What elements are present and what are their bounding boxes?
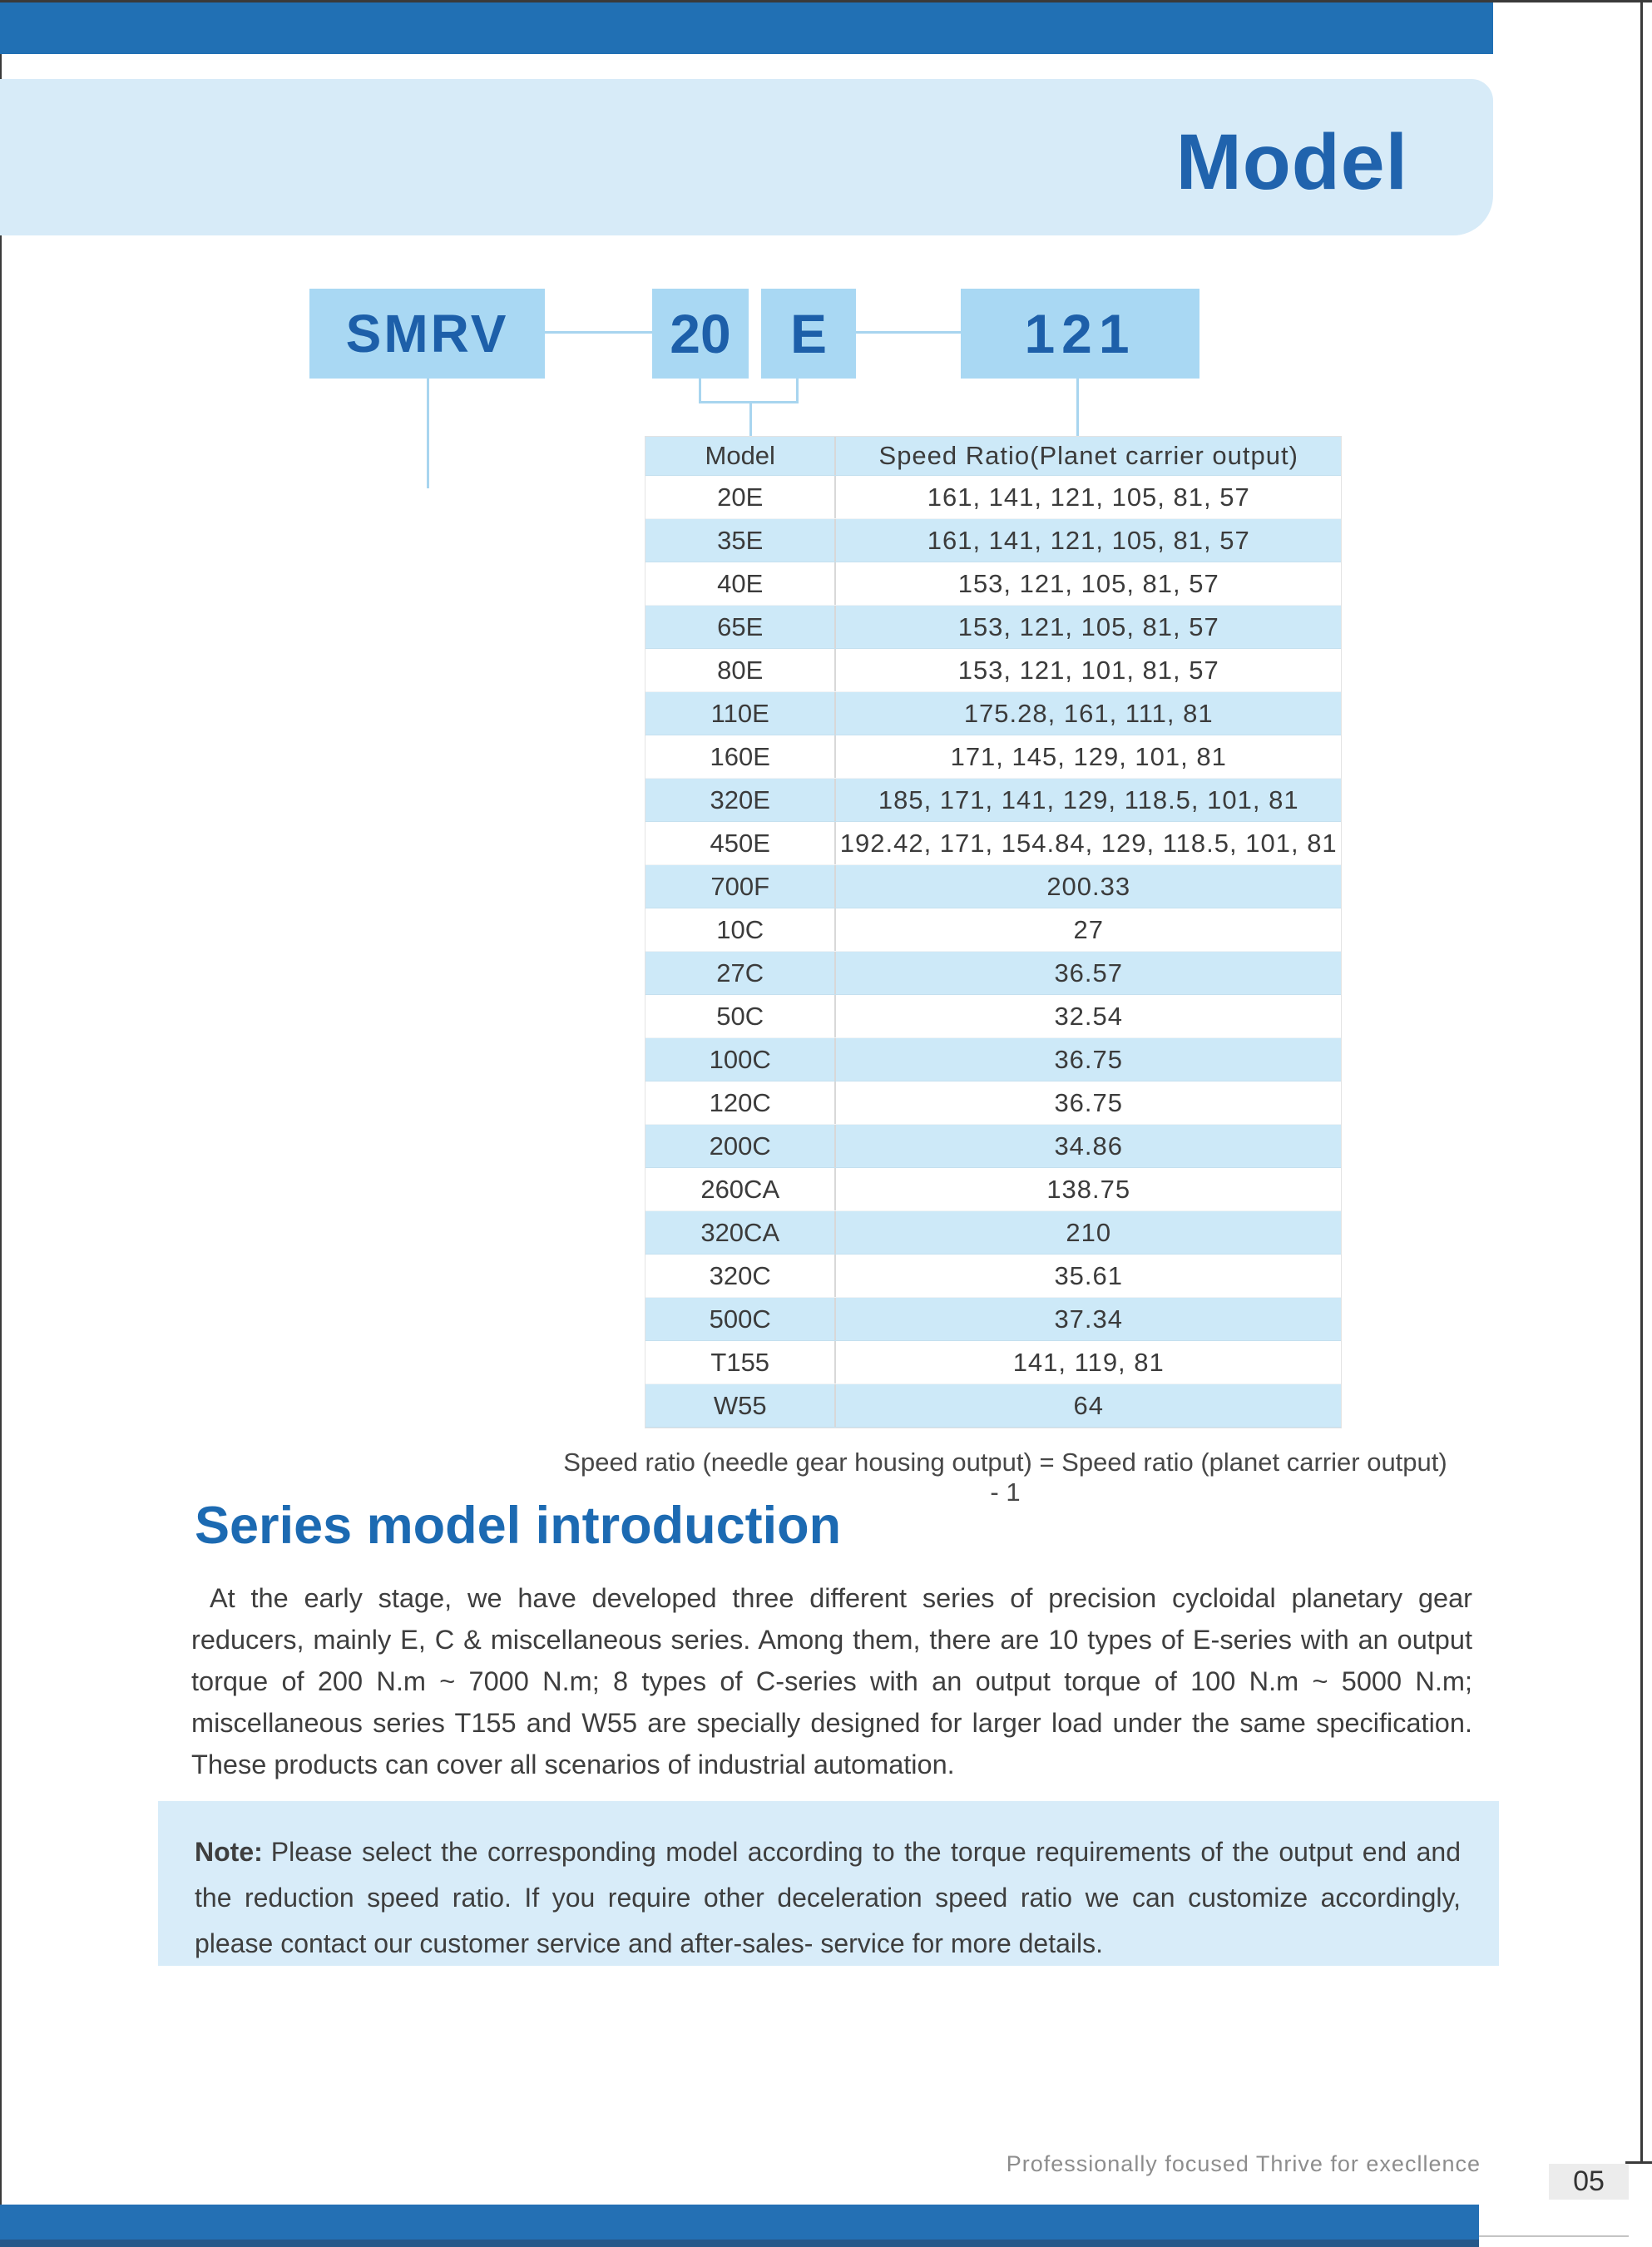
header-ratio-cell: Speed Ratio(Planet carrier output) [834,437,1341,475]
size-code-box: 20 [652,289,749,379]
table-row [645,1125,1341,1168]
table-row [645,822,1341,865]
ratio-cell: 138.75 [834,1168,1341,1210]
ratio-table-body [645,476,1341,1428]
model-cell: 320E [710,784,770,814]
table-row [645,1341,1341,1384]
note-box [158,1801,1499,1966]
speed-ratio-table [645,436,1342,1428]
ratio-cell: 175.28, 161, 111, 81 [834,692,1341,735]
table-row [645,779,1341,822]
model-cell: 200C [709,1131,771,1161]
ratio-cell: 192.42, 171, 154.84, 129, 118.5, 101, 81 [834,822,1341,864]
table-row [645,1384,1341,1428]
model-cell: T155 [710,1347,770,1377]
page-edge-right-jog [1625,2161,1652,2164]
table-row [645,995,1341,1038]
model-cell: 80E [717,655,764,685]
page-edge-left [0,50,2,2246]
model-cell: 20E [717,482,764,512]
ratio-cell: 200.33 [834,865,1341,908]
ratio-cell: 210 [834,1211,1341,1254]
ratio-cell: 171, 145, 129, 101, 81 [834,735,1341,778]
model-cell: 500C [709,1304,771,1334]
ratio-cell: 161, 141, 121, 105, 81, 57 [834,476,1341,518]
ratio-cell: 36.57 [834,952,1341,994]
ratio-cell: 34.86 [834,1125,1341,1167]
model-cell: 160E [710,741,770,771]
series-code-box: SMRV [309,289,545,379]
ratio-cell: 36.75 [834,1038,1341,1081]
connector-line [796,379,799,403]
model-cell: 40E [717,568,764,598]
ratio-cell: 27 [834,908,1341,951]
table-row [645,519,1341,562]
page-edge-right [1640,2,1643,2163]
model-cell: 320CA [700,1217,780,1247]
table-row [645,1168,1341,1211]
table-row [645,1038,1341,1081]
model-cell: 120C [709,1087,771,1117]
table-row [645,908,1341,952]
table-row [645,649,1341,692]
ratio-cell: 153, 121, 105, 81, 57 [834,562,1341,605]
table-row [645,735,1341,779]
table-row [645,952,1341,995]
table-row [645,865,1341,908]
ratio-cell: 36.75 [834,1081,1341,1124]
table-row [645,1211,1341,1255]
intro-paragraph: At the early stage, we have developed three different series of precision cycloidal planetary gear reducers, mainly E, C & miscellaneous series. Among them, there are 10 types of E-series with an output torque of 200 N.m ~ 7000 N.m; 8 types of C-series with an output torque of 100 N.m ~ 5000 N.m; miscellaneous series T155 and W55 are specially designed for larger load under the same specification. These products can cover all scenarios of industrial automation. [191,1583,1472,1779]
footer-slogan: Professionally focused Thrive for execllence [1006,2151,1481,2176]
top-blue-bar [0,2,1493,54]
note-text: Please select the corresponding model according to the torque requirements of the output end and the reduction speed ratio. If you require other deceleration speed ratio we can customize accordingly, please contact our customer service and after-sales- service for more details. [195,1837,1461,1958]
ratio-cell: 37.34 [834,1298,1341,1340]
page-edge-bottom-right [1479,2235,1629,2237]
model-cell: 65E [717,611,764,641]
bottom-blue-bar [0,2205,1479,2240]
model-cell: 50C [716,1001,764,1031]
header-model-cell: Model [705,441,775,470]
page-title: Model [1175,118,1408,206]
note-label: Note: [195,1837,263,1867]
ratio-cell: 153, 121, 101, 81, 57 [834,649,1341,691]
model-cell: 35E [717,525,764,555]
table-row [645,476,1341,519]
ratio-cell: 161, 141, 121, 105, 81, 57 [834,519,1341,562]
model-cell: W55 [713,1390,767,1420]
table-row [645,1255,1341,1298]
connector-line [545,331,652,334]
model-cell: 27C [716,958,764,987]
ratio-cell: 153, 121, 105, 81, 57 [834,606,1341,648]
model-cell: 260CA [700,1174,780,1204]
connector-line [856,331,961,334]
table-row [645,1081,1341,1125]
ratio-cell: 141, 119, 81 [834,1341,1341,1383]
model-cell: 110E [710,698,769,728]
ratio-cell: 35.61 [834,1255,1341,1297]
model-cell: 700F [710,871,770,901]
page-number: 05 [1549,2164,1629,2200]
connector-line [699,379,701,403]
bottom-navy-strip [0,2240,1479,2247]
model-cell: 320C [709,1260,771,1290]
table-row [645,606,1341,649]
model-cell: 10C [716,914,764,944]
table-row [645,1298,1341,1341]
ratio-cell: 185, 171, 141, 129, 118.5, 101, 81 [834,779,1341,821]
connector-line [749,401,752,436]
ratio-code-box: 121 [961,289,1199,379]
table-row [645,562,1341,606]
ratio-cell: 32.54 [834,995,1341,1037]
section-heading: Series model introduction [195,1497,842,1555]
model-cell: 100C [709,1044,771,1074]
connector-line [427,379,429,488]
table-header-row [645,437,1341,476]
type-code-box: E [761,289,856,379]
connector-line [1076,379,1079,436]
connector-line [699,401,799,403]
formula-text: Speed ratio (needle gear housing output) = Speed ratio (planet carrier output) - 1 [563,1448,1447,1507]
model-cell: 450E [710,828,770,858]
ratio-cell: 64 [834,1384,1341,1427]
table-row [645,692,1341,735]
